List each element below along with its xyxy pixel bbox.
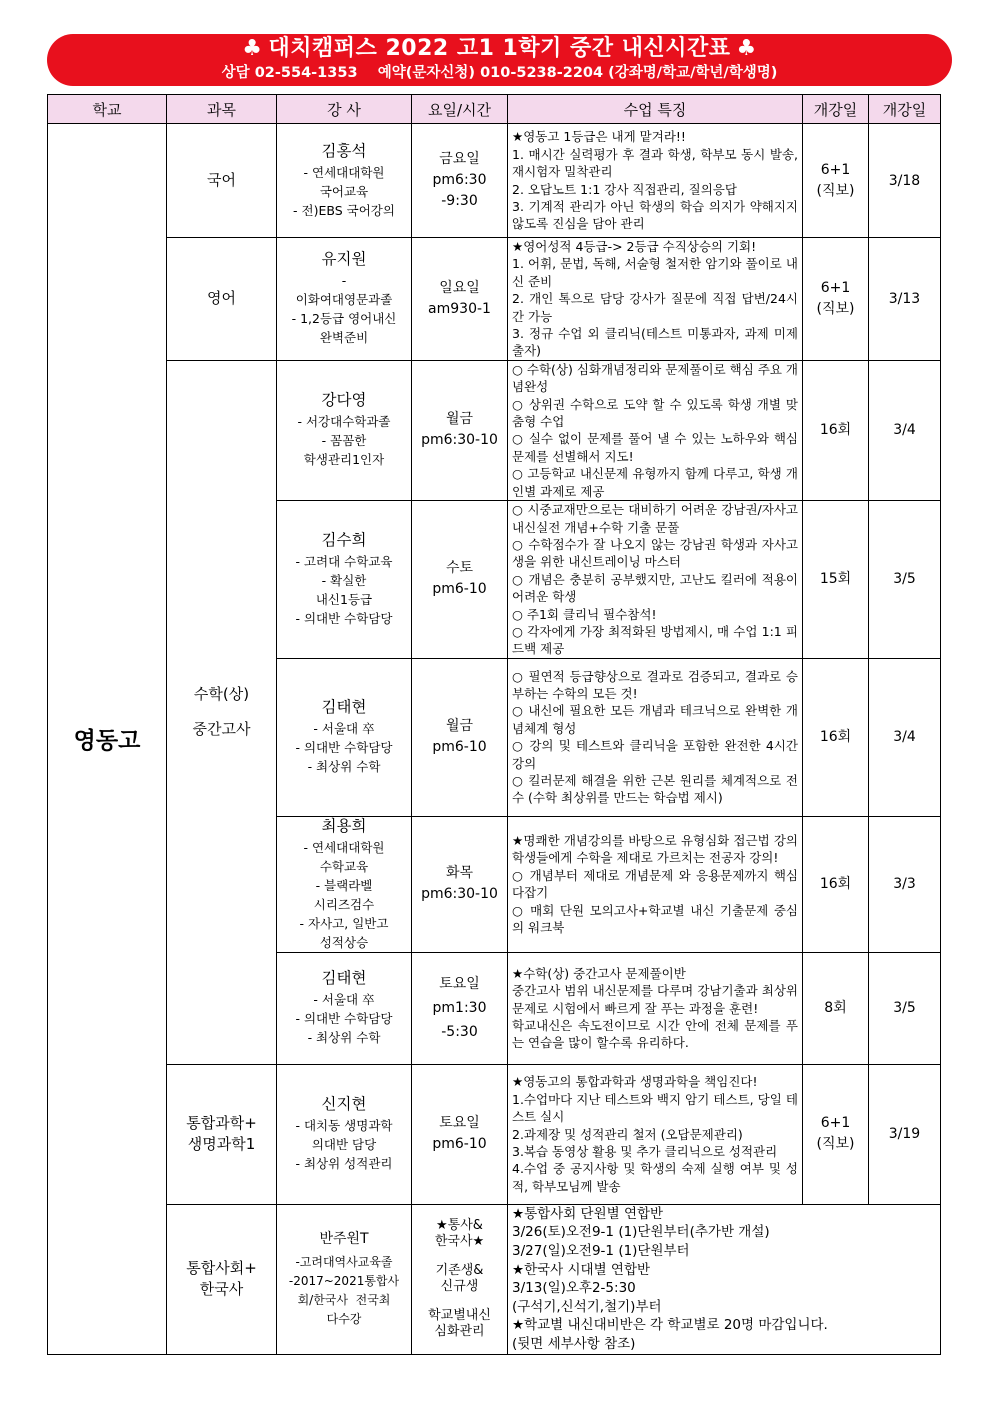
teacher-info: 시리즈검수 [313,896,375,912]
features-cell: ○ 수학(상) 심화개념정리와 문제풀이로 핵심 주요 개념완성 ○ 상위권 수학으로 도약 할 수 있도록 학생 개별 맞춤형 수업 ○ 실수 없이 문제를 풀어 낼 수 있는 노하우와 핵심문제를 선별해서 지도! ○ 고등학교 내신문제 유형까지 함께 다루고, 학생 개인별 과제로 제공 [508,360,803,500]
teacher-info: - 대치동 생명과학 [295,1118,393,1134]
teacher-info: - 전)EBS 국어강의 [293,202,395,218]
teacher-info: - 최상위 성적관리 [295,1156,393,1172]
start-date: 3/18 [869,124,941,238]
features-cell: ★수학(상) 중간고사 문제풀이반 중간고사 범위 내신문제를 다루며 강남기출과 최상위 문제로 시험에서 빠르게 잘 푸는 과정을 훈련! 학교내신은 속도전이므로 시간 안에 전체 문제를 푸는 연습을 많이 할수록 유리하다. [508,952,803,1064]
session-count: 6+1 (직보) [803,1064,869,1204]
subject-cell: 통합과학+ 생명과학1 [167,1064,277,1204]
session-count: 16회 [803,816,869,952]
teacher-info: 완벽준비 [319,330,369,346]
table-row [48,360,941,500]
teacher-info: 다수강 [326,1311,362,1326]
teacher-name: 강다영 [321,391,367,410]
teacher-name: 반주원T [319,1230,369,1247]
teacher-cell [277,124,412,238]
time-cell: 금요일 pm6:30 -9:30 [412,124,508,238]
teacher-info: -고려대역사교육졸 [295,1254,393,1269]
col-header-subject: 과목 [167,95,277,124]
teacher-info: 내신1등급 [315,591,373,607]
time-cell: 월금 pm6-10 [412,658,508,816]
teacher-name: 유지원 [321,250,367,269]
col-header-start: 개강일 [869,95,941,124]
session-count: 16회 [803,360,869,500]
teacher-name: 최용희 [321,816,367,835]
time-cell: 월금 pm6:30-10 [412,360,508,500]
time-cell: 일요일 am930-1 [412,238,508,361]
teacher-cell [277,360,412,500]
start-date: 3/13 [869,238,941,361]
col-header-features: 수업 특징 [508,95,803,124]
table-row [48,1064,941,1204]
table-row [48,1204,941,1354]
time-cell: 수토 pm6-10 [412,501,508,659]
teacher-cell [277,952,412,1064]
contact-line: 상담 02-554-1353 예약(문자신청) 010-5238-2204 (강좌명/학교/학년/학생명) [221,65,778,81]
teacher-info: - 의대반 수학담당 [295,610,393,626]
teacher-cell [277,1204,412,1354]
start-date: 3/19 [869,1064,941,1204]
teacher-info: 국어교육 [319,183,369,199]
teacher-info: - 서울대 卒 [313,721,375,737]
school-name: 영동고 [48,124,167,1355]
subject-cell: 국어 [167,124,277,238]
teacher-info: 수학교육 [319,858,369,874]
header-row [48,95,941,124]
teacher-info: -2017~2021통합사 [288,1273,400,1288]
start-date: 3/3 [869,816,941,952]
subject-cell: 영어 [167,238,277,361]
subject-cell: 통합사회+ 한국사 [167,1204,277,1354]
teacher-info: - 자사고, 일반고 [299,915,389,931]
teacher-cell [277,1064,412,1204]
teacher-info: - 1,2등급 영어내신 [291,311,397,327]
start-date: 3/5 [869,952,941,1064]
teacher-info: - 서강대수학과졸 [297,414,391,430]
teacher-info: - 의대반 수학담당 [295,740,393,756]
subject-cell: 수학(상) 중간고사 [167,360,277,1064]
features-cell: ★영동고의 통합과학과 생명과학을 책임진다! 1.수업마다 지난 테스트와 백지 암기 테스트, 당일 테스트 실시 2.과제장 및 성적관리 철저 (오답문제관리) 3.복습 동영상 활용 및 추가 클리닉으로 성적관리 4.수업 중 공지사항 및 학생의 숙제 실행 여부 및 성적, 학부모님께 발송 [508,1064,803,1204]
features-cell: ★영어성적 4등급-> 2등급 수직상승의 기회! 1. 어휘, 문법, 독해, 서술형 철저한 암기와 풀이로 내신 준비 2. 개인 톡으로 담당 강사가 질문에 직접 답변/24시간 가능 3. 정규 수업 외 클리닉(테스트 미통과자, 과제 미제출자) [508,238,803,361]
club-icon: ♣ [736,36,757,61]
session-count: 16회 [803,658,869,816]
teacher-info: - 꼼꼼한 [321,433,367,449]
teacher-cell [277,816,412,952]
session-count: 15회 [803,501,869,659]
col-header-teacher: 강 사 [277,95,412,124]
teacher-cell [277,238,412,361]
teacher-cell [277,501,412,659]
col-header-school: 학교 [48,95,167,124]
teacher-name: 김수희 [321,530,367,549]
table-row [48,238,941,361]
teacher-info: - 연세대대학원 [303,839,385,855]
teacher-info: 학생관리1인자 [303,452,385,468]
col-header-count: 개강일 [803,95,869,124]
teacher-name: 김홍석 [321,141,367,160]
teacher-info: - 의대반 수학담당 [295,1011,393,1027]
teacher-info: 성적상승 [319,934,369,950]
features-cell: ★명쾌한 개념강의를 바탕으로 유형심화 접근법 강의 학생들에게 수학을 제대로 가르치는 전공자 강의! ○ 개념부터 제대로 개념문제 와 응용문제까지 핵심다잡기 ○ 매회 단원 모의고사+학교별 내신 기출문제 중심의 워크북 [508,816,803,952]
teacher-name: 신지현 [321,1095,367,1114]
teacher-info: - 최상위 수학 [307,759,381,775]
time-cell: ★통사& 한국사★ 기존생& 신규생 학교별내신 심화관리 [412,1204,508,1354]
teacher-info: - [341,273,347,289]
features-cell: ○ 필연적 등급향상으로 결과로 검증되고, 결과로 승부하는 수학의 모든 것! ○ 내신에 필요한 모든 개념과 테크닉으로 완벽한 개념체계 형성 ○ 강의 및 테스트와 클리닉을 포함한 완전한 4시간 강의 ○ 킬러문제 해결을 위한 근본 원리를 체계적으로 전수 (수학 최상위를 만드는 학습법 제시) [508,658,803,816]
table-row [48,124,941,238]
features-cell: ★영동고 1등급은 내게 맡겨라!! 1. 매시간 실력평가 후 결과 학생, 학부모 동시 발송, 재시험자 밀착관리 2. 오답노트 1:1 강사 직접관리, 질의응답 3. 기계적 관리가 아닌 학생의 학습 의지가 약해지지 않도록 진심을 담아 관리 [508,124,803,238]
start-date: 3/4 [869,360,941,500]
teacher-info: - 서울대 卒 [313,992,375,1008]
teacher-info: - 고려대 수학교육 [295,553,393,569]
session-count: 6+1 (직보) [803,238,869,361]
teacher-name: 김태현 [321,698,367,717]
start-date: 3/4 [869,658,941,816]
teacher-info: - 연세대대학원 [303,164,385,180]
col-header-time: 요일/시간 [412,95,508,124]
teacher-info: 이화여대영문과졸 [295,292,393,308]
title-banner [47,34,952,86]
teacher-info: - 블랙라벨 [315,877,373,893]
session-count: 6+1 (직보) [803,124,869,238]
teacher-name: 김태현 [321,969,367,988]
time-cell: 토요일 pm6-10 [412,1064,508,1204]
session-count: 8회 [803,952,869,1064]
features-cell: ★통합사회 단원별 연합반 3/26(토)오전9-1 (1)단원부터(추가반 개설) 3/27(일)오전9-1 (1)단원부터 ★한국사 시대별 연합반 3/13(일)오후2-5:30 (구석기,신석기,철기)부터 ★학교별 내신대비반은 각 학교별로 20명 마감입니다. (뒷면 세부사항 참조) [508,1204,941,1354]
teacher-info: - 최상위 수학 [307,1030,381,1046]
teacher-info: - 확실한 [321,572,367,588]
start-date: 3/5 [869,501,941,659]
teacher-info: 회/한국사 전국최 [297,1292,391,1307]
teacher-info: 의대반 담당 [311,1137,377,1153]
time-cell: 토요일 pm1:30 -5:30 [412,952,508,1064]
schedule-table [47,94,941,1355]
time-cell: 화목 pm6:30-10 [412,816,508,952]
page-title: ♣ 대치캠퍼스 2022 고1 1학기 중간 내신시간표 ♣ [242,36,757,61]
teacher-cell [277,658,412,816]
club-icon: ♣ [242,36,263,61]
features-cell: ○ 시중교재만으로는 대비하기 어려운 강남권/자사고 내신실전 개념+수학 기출 문풀 ○ 수학점수가 잘 나오지 않는 강남권 학생과 자사고생을 위한 내신트레이닝 마스터 ○ 개념은 충분히 공부했지만, 고난도 킬러에 적용이 어려운 학생 ○ 주1회 클리닉 필수참석! ○ 각자에게 가장 최적화된 방법제시, 매 수업 1:1 피드백 제공 [508,501,803,659]
